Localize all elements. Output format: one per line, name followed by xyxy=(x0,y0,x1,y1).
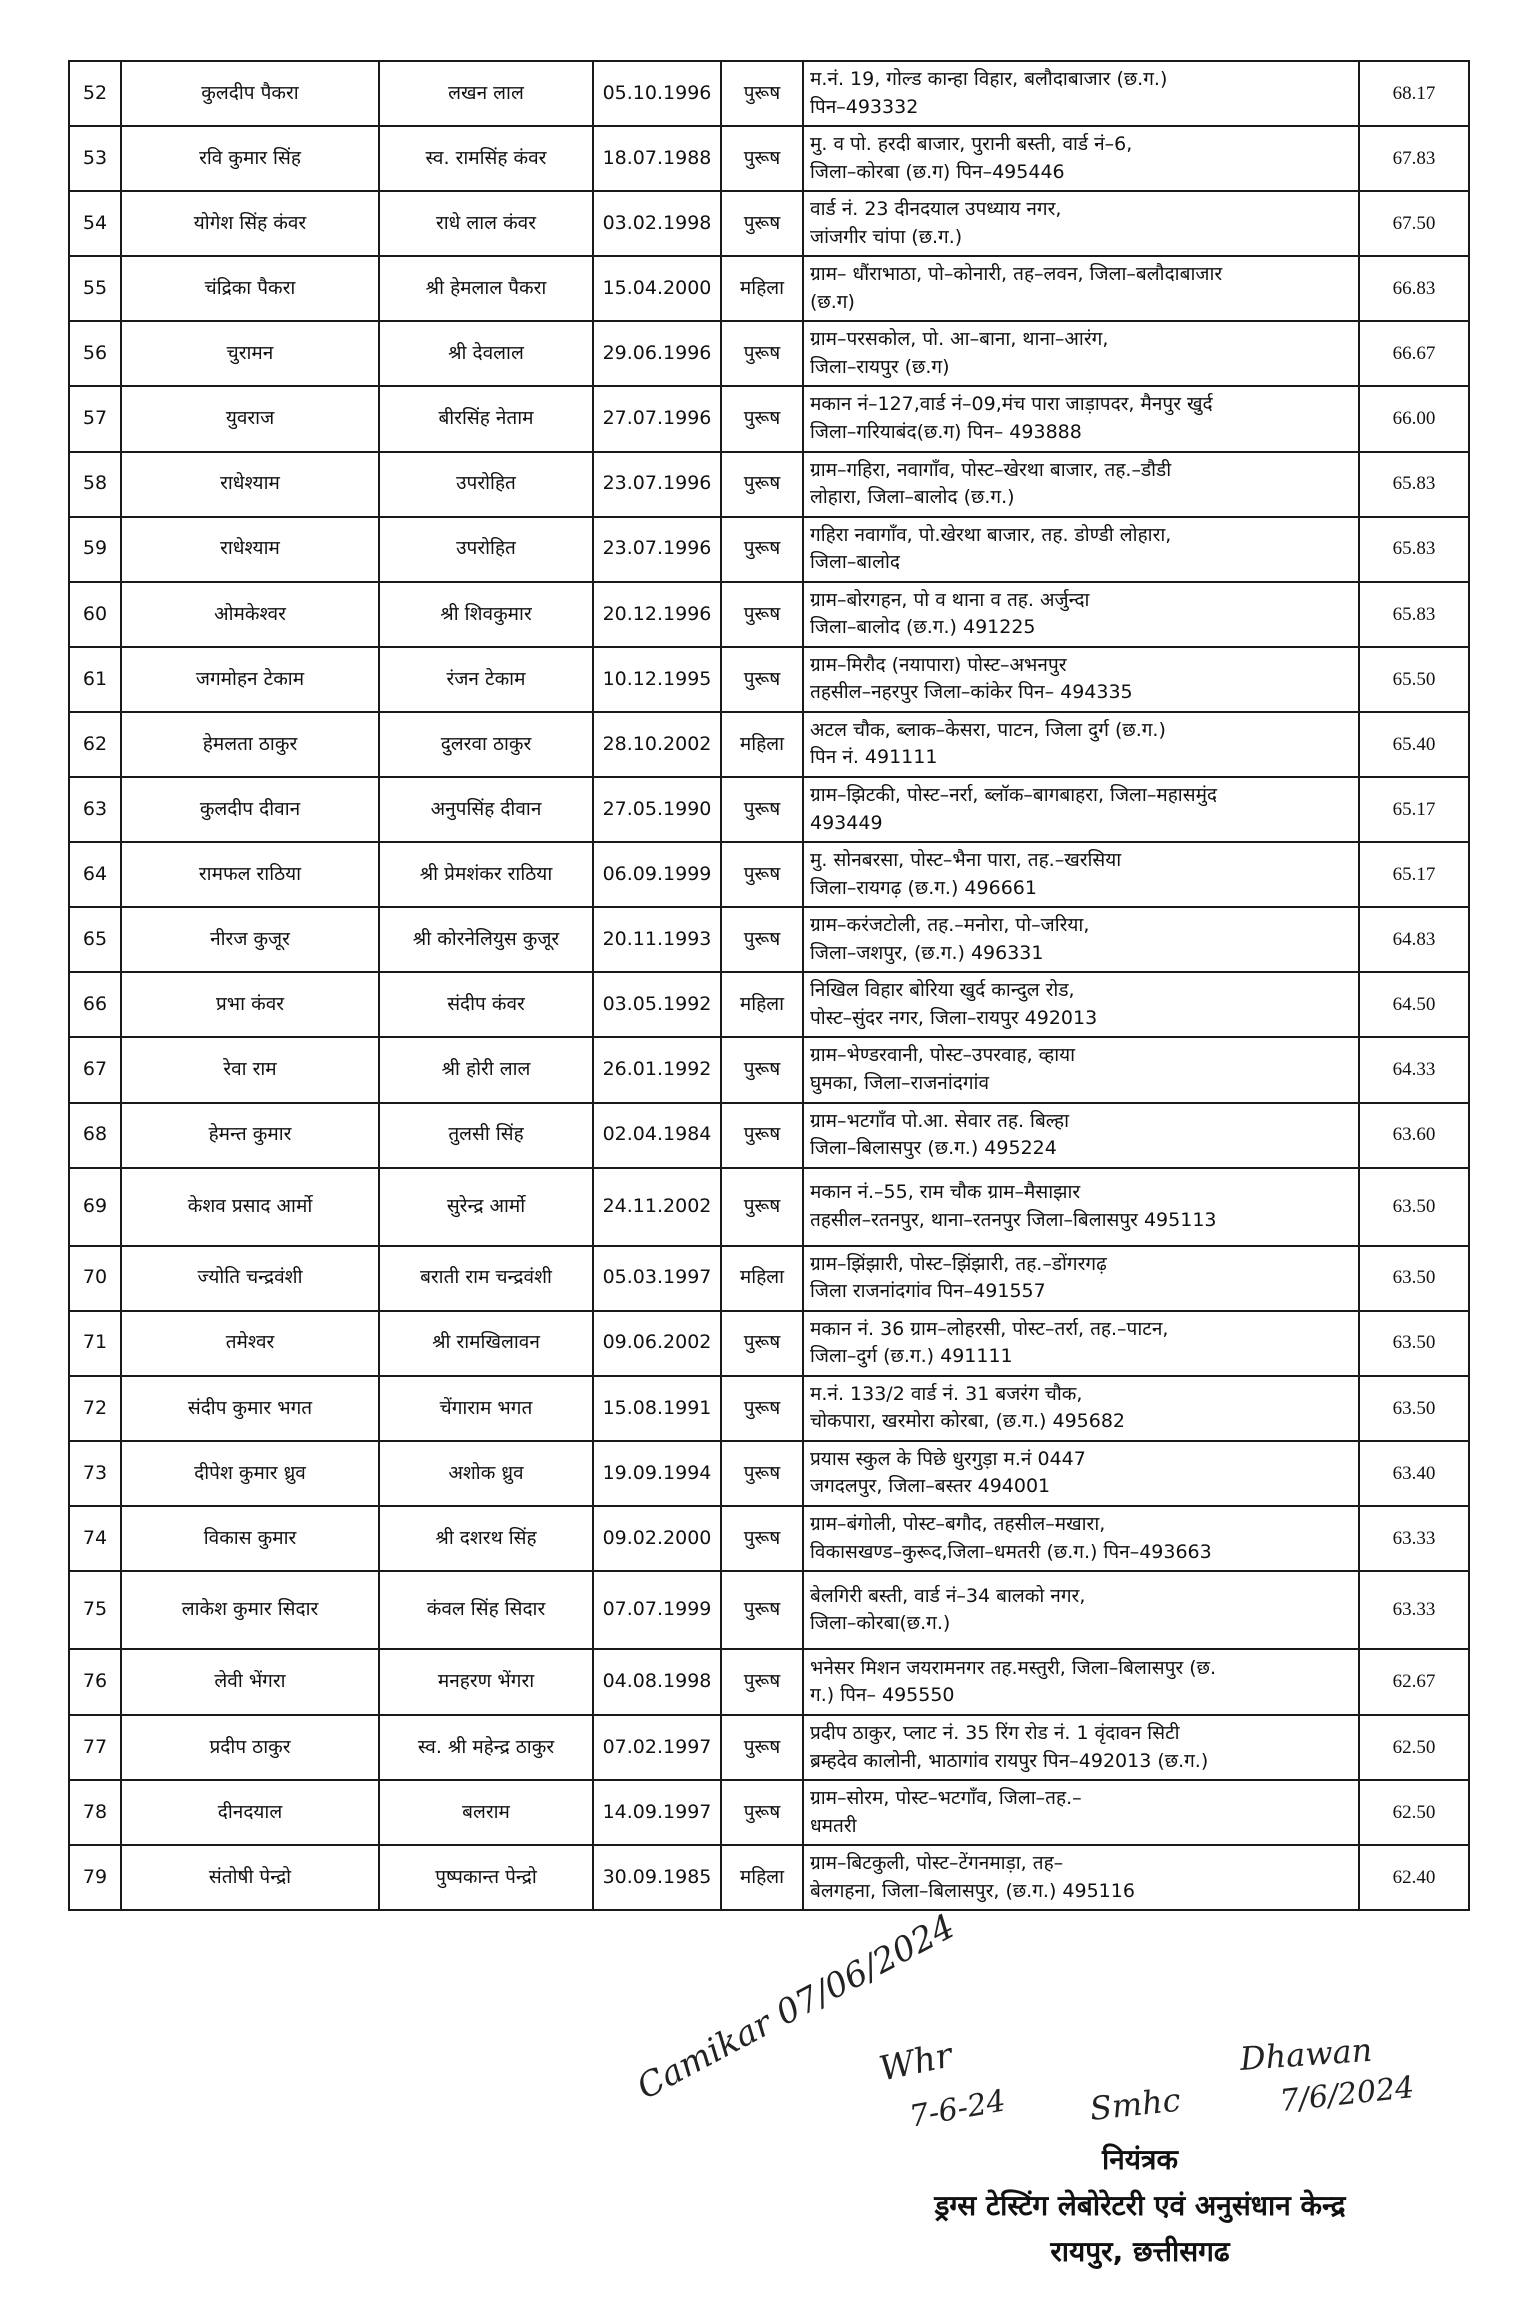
address-line-1: ग्राम–भटगाँव पो.आ. सेवार तह. बिल्हा xyxy=(810,1109,1070,1132)
date-of-birth-cell: 03.02.1998 xyxy=(593,191,721,256)
candidate-name-cell: राधेश्याम xyxy=(121,517,379,582)
date-of-birth-cell: 03.05.1992 xyxy=(593,972,721,1037)
candidate-name-cell: हेमन्त कुमार xyxy=(121,1103,379,1168)
serial-number-cell: 74 xyxy=(69,1506,121,1571)
signature-block xyxy=(0,1906,1534,2300)
address-line-1: मकान नं–127,वार्ड नं–09,मंच पारा जाड़ापदर, मैनपुर खुर्द xyxy=(810,393,1213,416)
date-of-birth-cell: 26.01.1992 xyxy=(593,1037,721,1102)
office-organization: ड्रग्स टेस्टिंग लेबोरेटरी एवं अनुसंधान केन्द्र xyxy=(934,2189,1346,2222)
father-name-cell: अशोक ध्रुव xyxy=(379,1441,593,1506)
serial-number-cell: 77 xyxy=(69,1715,121,1780)
father-name-cell: श्री प्रेमशंकर राठिया xyxy=(379,842,593,907)
table-row xyxy=(69,712,1469,777)
address-cell xyxy=(803,61,1359,126)
gender-cell: पुरूष xyxy=(721,1715,803,1780)
date-of-birth-cell: 27.05.1990 xyxy=(593,777,721,842)
candidate-name-cell: नीरज कुजूर xyxy=(121,907,379,972)
address-cell xyxy=(803,386,1359,451)
address-line-1: ग्राम–सोरम, पोस्ट–भटगाँव, जिला–तह.– xyxy=(810,1787,1082,1810)
date-of-birth-cell: 24.11.2002 xyxy=(593,1168,721,1246)
address-line-1: निखिल विहार बोरिया खुर्द कान्दुल रोड, xyxy=(810,979,1075,1002)
serial-number-cell: 68 xyxy=(69,1103,121,1168)
date-of-birth-cell: 04.08.1998 xyxy=(593,1649,721,1715)
gender-cell: पुरूष xyxy=(721,191,803,256)
address-cell xyxy=(803,321,1359,386)
candidate-name-cell: योगेश सिंह कंवर xyxy=(121,191,379,256)
table-row xyxy=(69,1441,1469,1506)
table-row xyxy=(69,517,1469,582)
father-name-cell: तुलसी सिंह xyxy=(379,1103,593,1168)
gender-cell: पुरूष xyxy=(721,321,803,386)
office-designation: नियंत्रक xyxy=(1102,2143,1178,2176)
father-name-cell: श्री देवलाल xyxy=(379,321,593,386)
candidate-name-cell: प्रभा कंवर xyxy=(121,972,379,1037)
serial-number-cell: 64 xyxy=(69,842,121,907)
father-name-cell: उपरोहित xyxy=(379,452,593,517)
father-name-cell: पुष्पकान्त पेन्द्रो xyxy=(379,1845,593,1910)
table-row xyxy=(69,777,1469,842)
address-line-2: जिला राजनांदगांव पिन–491557 xyxy=(810,1280,1046,1303)
signature-4-name: Dhawan xyxy=(1238,2030,1374,2078)
gender-cell: पुरूष xyxy=(721,1441,803,1506)
serial-number-cell: 72 xyxy=(69,1376,121,1441)
candidate-name-cell: लेवी भेंगरा xyxy=(121,1649,379,1715)
address-cell xyxy=(803,1441,1359,1506)
address-cell xyxy=(803,517,1359,582)
serial-number-cell: 54 xyxy=(69,191,121,256)
father-name-cell: बलराम xyxy=(379,1780,593,1845)
address-line-2: पिन नं. 491111 xyxy=(810,746,938,769)
candidate-name-cell: केशव प्रसाद आर्मो xyxy=(121,1168,379,1246)
address-line-1: ग्राम–बंगोली, पोस्ट–बगौद, तहसील–मखारा, xyxy=(810,1512,1106,1535)
table-row xyxy=(69,582,1469,647)
table-row xyxy=(69,61,1469,126)
candidate-name-cell: विकास कुमार xyxy=(121,1506,379,1571)
address-cell xyxy=(803,777,1359,842)
address-line-1: ग्राम–करंजटोली, तह.–मनोरा, पो–जरिया, xyxy=(810,914,1090,937)
serial-number-cell: 59 xyxy=(69,517,121,582)
signature-3 xyxy=(1088,2081,1182,2128)
address-line-2: चोकपारा, खरमोरा कोरबा, (छ.ग.) 495682 xyxy=(810,1410,1126,1433)
address-line-2: पोस्ट–सुंदर नगर, जिला–रायपुर 492013 xyxy=(810,1006,1098,1029)
table-row xyxy=(69,1571,1469,1649)
father-name-cell: सुरेन्द्र आर्मो xyxy=(379,1168,593,1246)
date-of-birth-cell: 30.09.1985 xyxy=(593,1845,721,1910)
table-row xyxy=(69,256,1469,321)
score-cell: 63.40 xyxy=(1359,1441,1469,1506)
gender-cell: पुरूष xyxy=(721,517,803,582)
signature-2-name: Whr xyxy=(875,2035,956,2090)
table-row xyxy=(69,452,1469,517)
score-cell: 66.00 xyxy=(1359,386,1469,451)
address-cell xyxy=(803,647,1359,712)
father-name-cell: राधे लाल कंवर xyxy=(379,191,593,256)
gender-cell: पुरूष xyxy=(721,126,803,191)
father-name-cell: अनुपसिंह दीवान xyxy=(379,777,593,842)
serial-number-cell: 57 xyxy=(69,386,121,451)
candidate-name-cell: संतोषी पेन्द्रो xyxy=(121,1845,379,1910)
score-cell: 65.40 xyxy=(1359,712,1469,777)
address-line-2: घुमका, जिला–राजनांदगांव xyxy=(810,1071,990,1094)
address-line-1: प्रदीप ठाकुर, प्लाट नं. 35 रिंग रोड नं. 1 वृंदावन सिटी xyxy=(810,1722,1180,1745)
address-line-2: (छ.ग) xyxy=(810,290,855,313)
score-cell: 65.17 xyxy=(1359,777,1469,842)
address-line-2: तहसील–नहरपुर जिला–कांकेर पिन– 494335 xyxy=(810,681,1133,704)
address-line-1: वार्ड नं. 23 दीनदयाल उपध्याय नगर, xyxy=(810,198,1062,221)
address-line-1: म.नं. 19, गोल्ड कान्हा विहार, बलौदाबाजार (छ.ग.) xyxy=(810,68,1168,90)
address-line-2: तहसील–रतनपुर, थाना–रतनपुर जिला–बिलासपुर 495113 xyxy=(810,1208,1217,1231)
address-line-1: ग्राम–झिंझारी, पोस्ट–झिंझारी, तह.–डोंगरगढ़ xyxy=(810,1252,1107,1275)
father-name-cell: बराती राम चन्द्रवंशी xyxy=(379,1246,593,1311)
table-body xyxy=(69,61,1469,1910)
candidate-name-cell: कुलदीप दीवान xyxy=(121,777,379,842)
father-name-cell: दुलरवा ठाकुर xyxy=(379,712,593,777)
score-cell: 63.50 xyxy=(1359,1376,1469,1441)
father-name-cell: श्री दशरथ सिंह xyxy=(379,1506,593,1571)
table-row xyxy=(69,907,1469,972)
address-line-1: म.नं. 133/2 वार्ड नं. 31 बजरंग चौक, xyxy=(810,1382,1083,1405)
address-line-2: बेलगहना, जिला–बिलासपुर, (छ.ग.) 495116 xyxy=(810,1879,1135,1902)
score-cell: 65.17 xyxy=(1359,842,1469,907)
address-line-2: पिन–493332 xyxy=(810,95,919,118)
score-cell: 62.67 xyxy=(1359,1649,1469,1715)
table-row xyxy=(69,1246,1469,1311)
table-row xyxy=(69,1168,1469,1246)
score-cell: 62.50 xyxy=(1359,1780,1469,1845)
address-line-1: प्रयास स्कुल के पिछे धुरगुड़ा म.नं 0447 xyxy=(810,1447,1086,1470)
gender-cell: पुरूष xyxy=(721,1168,803,1246)
date-of-birth-cell: 05.03.1997 xyxy=(593,1246,721,1311)
date-of-birth-cell: 23.07.1996 xyxy=(593,452,721,517)
date-of-birth-cell: 05.10.1996 xyxy=(593,61,721,126)
address-line-1: ग्राम–बोरगहन, पो व थाना व तह. अर्जुन्दा xyxy=(810,588,1090,611)
gender-cell: पुरूष xyxy=(721,582,803,647)
candidate-name-cell: प्रदीप ठाकुर xyxy=(121,1715,379,1780)
father-name-cell: श्री रामखिलावन xyxy=(379,1311,593,1376)
address-cell xyxy=(803,1376,1359,1441)
address-line-1: बेलगिरी बस्ती, वार्ड नं–34 बालको नगर, xyxy=(810,1584,1086,1607)
address-line-2: ग.) पिन– 495550 xyxy=(810,1684,955,1707)
table-row xyxy=(69,1506,1469,1571)
candidate-name-cell: रामफल राठिया xyxy=(121,842,379,907)
score-cell: 63.33 xyxy=(1359,1506,1469,1571)
table-row xyxy=(69,647,1469,712)
address-line-2: जिला–गरियाबंद(छ.ग) पिन– 493888 xyxy=(810,421,1082,444)
address-cell xyxy=(803,256,1359,321)
score-cell: 63.50 xyxy=(1359,1246,1469,1311)
date-of-birth-cell: 18.07.1988 xyxy=(593,126,721,191)
address-line-1: ग्राम–बिटकुली, पोस्ट–टेंगनमाड़ा, तह– xyxy=(810,1852,1064,1875)
address-cell xyxy=(803,126,1359,191)
signature-2-date: 7-6-24 xyxy=(906,2083,1009,2135)
candidate-name-cell: हेमलता ठाकुर xyxy=(121,712,379,777)
address-line-2: जिला–रायपुर (छ.ग) xyxy=(810,355,950,378)
address-line-2: जिला–बालोद (छ.ग.) 491225 xyxy=(810,616,1036,639)
gender-cell: पुरूष xyxy=(721,1780,803,1845)
date-of-birth-cell: 19.09.1994 xyxy=(593,1441,721,1506)
address-line-2: विकासखण्ड–कुरूद,जिला–धमतरी (छ.ग.) पिन–493663 xyxy=(810,1540,1212,1563)
table-row xyxy=(69,191,1469,256)
father-name-cell: श्री होरी लाल xyxy=(379,1037,593,1102)
address-line-1: ग्राम–परसकोल, पो. आ–बाना, थाना–आरंग, xyxy=(810,328,1109,351)
signature-4 xyxy=(1239,2031,1374,2078)
address-line-1: ग्राम–गहिरा, नवागाँव, पोस्ट–खेरथा बाजार, तह.–डौडी xyxy=(810,458,1172,481)
date-of-birth-cell: 07.07.1999 xyxy=(593,1571,721,1649)
signature-1-date: 07/06/2024 xyxy=(769,1906,962,2034)
candidate-name-cell: ज्योति चन्द्रवंशी xyxy=(121,1246,379,1311)
gender-cell: महिला xyxy=(721,1246,803,1311)
serial-number-cell: 55 xyxy=(69,256,121,321)
address-cell xyxy=(803,842,1359,907)
score-cell: 66.67 xyxy=(1359,321,1469,386)
date-of-birth-cell: 09.06.2002 xyxy=(593,1311,721,1376)
address-line-1: ग्राम–मिरौद (नयापारा) पोस्ट–अभनपुर xyxy=(810,653,1067,676)
address-cell xyxy=(803,907,1359,972)
candidate-name-cell: ओमकेश्वर xyxy=(121,582,379,647)
father-name-cell: कंवल सिंह सिदार xyxy=(379,1571,593,1649)
gender-cell: महिला xyxy=(721,712,803,777)
serial-number-cell: 58 xyxy=(69,452,121,517)
score-cell: 65.83 xyxy=(1359,582,1469,647)
score-cell: 63.50 xyxy=(1359,1311,1469,1376)
serial-number-cell: 65 xyxy=(69,907,121,972)
date-of-birth-cell: 10.12.1995 xyxy=(593,647,721,712)
gender-cell: पुरूष xyxy=(721,61,803,126)
father-name-cell: मनहरण भेंगरा xyxy=(379,1649,593,1715)
candidate-name-cell: दीनदयाल xyxy=(121,1780,379,1845)
address-cell xyxy=(803,1246,1359,1311)
father-name-cell: स्व. श्री महेन्द्र ठाकुर xyxy=(379,1715,593,1780)
address-line-2: धमतरी xyxy=(810,1814,857,1837)
father-name-cell: रंजन टेकाम xyxy=(379,647,593,712)
candidate-name-cell: रवि कुमार सिंह xyxy=(121,126,379,191)
candidate-name-cell: चुरामन xyxy=(121,321,379,386)
serial-number-cell: 69 xyxy=(69,1168,121,1246)
father-name-cell: श्री कोरनेलियुस कुजूर xyxy=(379,907,593,972)
address-line-2: जगदलपुर, जिला–बस्तर 494001 xyxy=(810,1475,1051,1498)
address-cell xyxy=(803,582,1359,647)
address-line-1: मकान नं.–55, राम चौक ग्राम–मैसाझार xyxy=(810,1181,1081,1204)
gender-cell: पुरूष xyxy=(721,842,803,907)
signature-3-name: Smhc xyxy=(1088,2080,1183,2128)
score-cell: 64.33 xyxy=(1359,1037,1469,1102)
address-cell xyxy=(803,712,1359,777)
address-line-2: जिला–दुर्ग (छ.ग.) 491111 xyxy=(810,1345,1013,1368)
table-row xyxy=(69,842,1469,907)
signature-1-name: Camikar xyxy=(630,2003,779,2108)
date-of-birth-cell: 15.08.1991 xyxy=(593,1376,721,1441)
date-of-birth-cell: 20.11.1993 xyxy=(593,907,721,972)
candidate-name-cell: संदीप कुमार भगत xyxy=(121,1376,379,1441)
serial-number-cell: 52 xyxy=(69,61,121,126)
signature-2 xyxy=(876,2035,956,2089)
address-line-1: ग्राम– धौंराभाठा, पो–कोनारी, तह–लवन, जिला–बलौदाबाजार xyxy=(810,263,1223,286)
gender-cell: पुरूष xyxy=(721,1376,803,1441)
serial-number-cell: 79 xyxy=(69,1845,121,1910)
address-cell xyxy=(803,1715,1359,1780)
serial-number-cell: 67 xyxy=(69,1037,121,1102)
address-line-2: ब्रम्हदेव कालोनी, भाठागांव रायपुर पिन–492013 (छ.ग.) xyxy=(810,1749,1209,1772)
serial-number-cell: 63 xyxy=(69,777,121,842)
gender-cell: महिला xyxy=(721,972,803,1037)
signature-4-date-block xyxy=(1278,2070,1416,2119)
score-cell: 63.60 xyxy=(1359,1103,1469,1168)
serial-number-cell: 60 xyxy=(69,582,121,647)
date-of-birth-cell: 09.02.2000 xyxy=(593,1506,721,1571)
score-cell: 65.83 xyxy=(1359,517,1469,582)
gender-cell: पुरूष xyxy=(721,1506,803,1571)
candidate-name-cell: दीपेश कुमार ध्रुव xyxy=(121,1441,379,1506)
candidate-name-cell: तमेश्वर xyxy=(121,1311,379,1376)
address-cell xyxy=(803,1845,1359,1910)
serial-number-cell: 56 xyxy=(69,321,121,386)
score-cell: 66.83 xyxy=(1359,256,1469,321)
candidate-name-cell: रेवा राम xyxy=(121,1037,379,1102)
address-line-2: जिला–रायगढ़ (छ.ग.) 496661 xyxy=(810,876,1037,899)
date-of-birth-cell: 20.12.1996 xyxy=(593,582,721,647)
score-cell: 65.50 xyxy=(1359,647,1469,712)
serial-number-cell: 66 xyxy=(69,972,121,1037)
merit-list-table xyxy=(68,60,1470,1911)
father-name-cell: बीरसिंह नेताम xyxy=(379,386,593,451)
serial-number-cell: 76 xyxy=(69,1649,121,1715)
date-of-birth-cell: 07.02.1997 xyxy=(593,1715,721,1780)
date-of-birth-cell: 27.07.1996 xyxy=(593,386,721,451)
serial-number-cell: 53 xyxy=(69,126,121,191)
score-cell: 62.50 xyxy=(1359,1715,1469,1780)
gender-cell: पुरूष xyxy=(721,777,803,842)
table-row xyxy=(69,386,1469,451)
address-cell xyxy=(803,452,1359,517)
score-cell: 62.40 xyxy=(1359,1845,1469,1910)
gender-cell: पुरूष xyxy=(721,1037,803,1102)
candidate-name-cell: जगमोहन टेकाम xyxy=(121,647,379,712)
table-row xyxy=(69,1037,1469,1102)
serial-number-cell: 78 xyxy=(69,1780,121,1845)
score-cell: 67.83 xyxy=(1359,126,1469,191)
date-of-birth-cell: 15.04.2000 xyxy=(593,256,721,321)
father-name-cell: संदीप कंवर xyxy=(379,972,593,1037)
address-line-2: जिला–कोरबा(छ.ग.) xyxy=(810,1612,951,1635)
serial-number-cell: 73 xyxy=(69,1441,121,1506)
serial-number-cell: 70 xyxy=(69,1246,121,1311)
address-line-2: जिला–कोरबा (छ.ग) पिन–495446 xyxy=(810,160,1065,183)
address-cell xyxy=(803,1311,1359,1376)
address-line-1: अटल चौक, ब्लाक–केसरा, पाटन, जिला दुर्ग (छ.ग.) xyxy=(810,718,1166,741)
address-cell xyxy=(803,1037,1359,1102)
score-cell: 64.50 xyxy=(1359,972,1469,1037)
candidate-name-cell: चंद्रिका पैकरा xyxy=(121,256,379,321)
gender-cell: पुरूष xyxy=(721,1103,803,1168)
father-name-cell: लखन लाल xyxy=(379,61,593,126)
score-cell: 68.17 xyxy=(1359,61,1469,126)
serial-number-cell: 62 xyxy=(69,712,121,777)
address-line-1: मु. सोनबरसा, पोस्ट–भैना पारा, तह.–खरसिया xyxy=(810,849,1122,872)
serial-number-cell: 61 xyxy=(69,647,121,712)
date-of-birth-cell: 23.07.1996 xyxy=(593,517,721,582)
address-cell xyxy=(803,191,1359,256)
table-row xyxy=(69,1845,1469,1910)
candidate-name-cell: युवराज xyxy=(121,386,379,451)
table-row xyxy=(69,972,1469,1037)
table-row xyxy=(69,1103,1469,1168)
address-cell xyxy=(803,1168,1359,1246)
score-cell: 67.50 xyxy=(1359,191,1469,256)
father-name-cell: उपरोहित xyxy=(379,517,593,582)
father-name-cell: श्री हेमलाल पैकरा xyxy=(379,256,593,321)
serial-number-cell: 75 xyxy=(69,1571,121,1649)
candidate-name-cell: लाकेश कुमार सिदार xyxy=(121,1571,379,1649)
signature-4-date: 7/6/2024 xyxy=(1278,2070,1416,2119)
date-of-birth-cell: 06.09.1999 xyxy=(593,842,721,907)
address-cell xyxy=(803,1780,1359,1845)
gender-cell: पुरूष xyxy=(721,386,803,451)
signature-2-date-block xyxy=(907,2083,1008,2134)
address-line-2: जिला–जशपुर, (छ.ग.) 496331 xyxy=(810,941,1044,964)
gender-cell: पुरूष xyxy=(721,1649,803,1715)
gender-cell: पुरूष xyxy=(721,1571,803,1649)
score-cell: 64.83 xyxy=(1359,907,1469,972)
gender-cell: पुरूष xyxy=(721,452,803,517)
gender-cell: महिला xyxy=(721,1845,803,1910)
father-name-cell: श्री शिवकुमार xyxy=(379,582,593,647)
address-cell xyxy=(803,1571,1359,1649)
candidate-name-cell: कुलदीप पैकरा xyxy=(121,61,379,126)
date-of-birth-cell: 29.06.1996 xyxy=(593,321,721,386)
address-line-1: ग्राम–भेण्डरवानी, पोस्ट–उपरवाह, व्हाया xyxy=(810,1044,1076,1067)
address-line-1: ग्राम–झिटकी, पोस्ट–नर्रा, ब्लॉक–बागबाहरा, जिला–महासमुंद xyxy=(810,784,1218,807)
address-line-1: मु. व पो. हरदी बाजार, पुरानी बस्ती, वार्ड नं–6, xyxy=(810,133,1133,156)
address-line-1: मकान नं. 36 ग्राम–लोहरसी, पोस्ट–तर्रा, तह.–पाटन, xyxy=(810,1317,1169,1340)
office-city: रायपुर, छत्तीसगढ xyxy=(1050,2235,1230,2268)
score-cell: 63.50 xyxy=(1359,1168,1469,1246)
address-cell xyxy=(803,1649,1359,1715)
serial-number-cell: 71 xyxy=(69,1311,121,1376)
address-line-2: जिला–बालोद xyxy=(810,551,900,574)
table-row xyxy=(69,126,1469,191)
gender-cell: पुरूष xyxy=(721,647,803,712)
father-name-cell: चेंगाराम भगत xyxy=(379,1376,593,1441)
gender-cell: पुरूष xyxy=(721,1311,803,1376)
address-cell xyxy=(803,1506,1359,1571)
table-row xyxy=(69,1649,1469,1715)
address-line-1: गहिरा नवागाँव, पो.खेरथा बाजार, तह. डोण्डी लोहारा, xyxy=(810,523,1172,546)
table-row xyxy=(69,1715,1469,1780)
score-cell: 65.83 xyxy=(1359,452,1469,517)
date-of-birth-cell: 28.10.2002 xyxy=(593,712,721,777)
address-line-2: लोहारा, जिला–बालोद (छ.ग.) xyxy=(810,486,1015,509)
address-cell xyxy=(803,1103,1359,1168)
address-line-2: जिला–बिलासपुर (छ.ग.) 495224 xyxy=(810,1137,1057,1160)
score-cell: 63.33 xyxy=(1359,1571,1469,1649)
table-row xyxy=(69,1780,1469,1845)
address-line-1: भनेसर मिशन जयरामनगर तह.मस्तुरी, जिला–बिलासपुर (छ. xyxy=(810,1656,1216,1679)
gender-cell: महिला xyxy=(721,256,803,321)
candidate-name-cell: राधेश्याम xyxy=(121,452,379,517)
address-cell xyxy=(803,972,1359,1037)
date-of-birth-cell: 02.04.1984 xyxy=(593,1103,721,1168)
table-row xyxy=(69,1311,1469,1376)
table-row xyxy=(69,1376,1469,1441)
table-row xyxy=(69,321,1469,386)
father-name-cell: स्व. रामसिंह कंवर xyxy=(379,126,593,191)
address-line-2: 493449 xyxy=(810,811,883,834)
date-of-birth-cell: 14.09.1997 xyxy=(593,1780,721,1845)
gender-cell: पुरूष xyxy=(721,907,803,972)
address-line-2: जांजगीर चांपा (छ.ग.) xyxy=(810,225,963,248)
